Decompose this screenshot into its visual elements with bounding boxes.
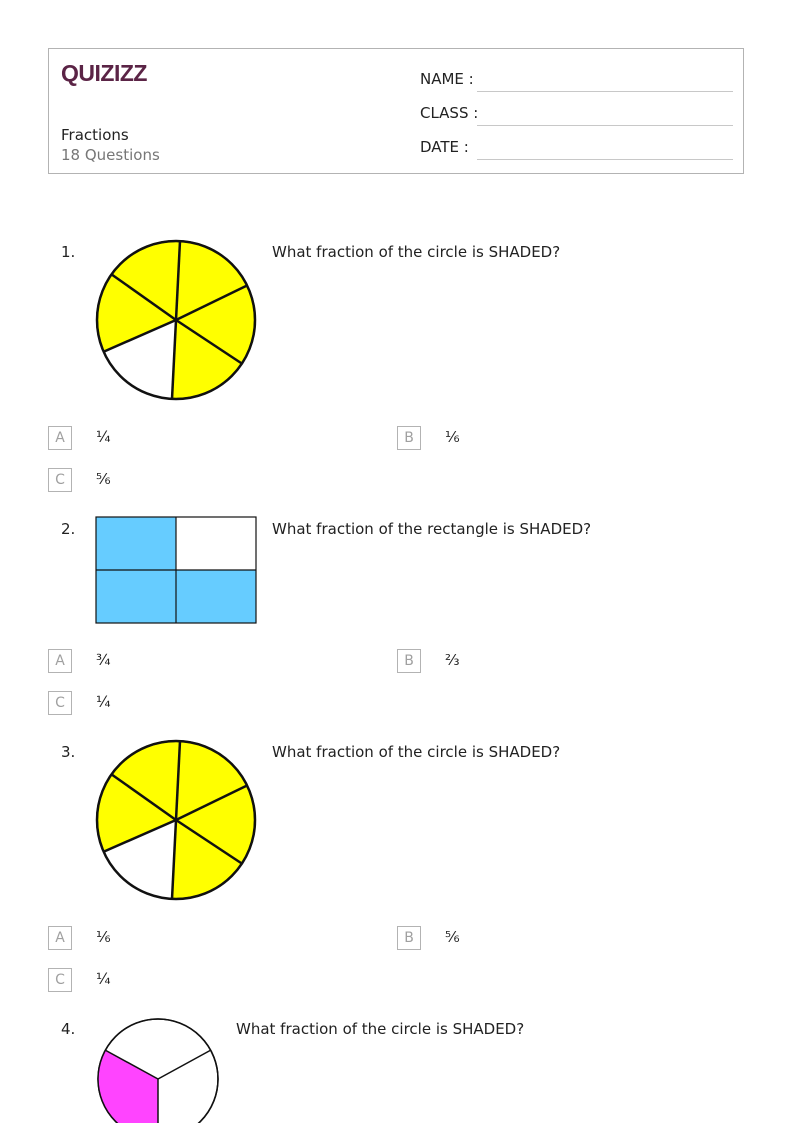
option-value: ⅚: [96, 470, 111, 488]
option-value: ¾: [96, 651, 111, 669]
svg-text:QUIZIZZ: QUIZIZZ: [61, 60, 147, 86]
question-count: 18 Questions: [61, 146, 160, 164]
date-line[interactable]: [477, 159, 733, 160]
option-b[interactable]: [397, 926, 697, 950]
option-letter-box: B: [397, 649, 421, 673]
option-value: ⅔: [445, 651, 460, 669]
question-text: What fraction of the circle is SHADED?: [272, 243, 561, 261]
option-c[interactable]: [48, 968, 348, 992]
option-letter-box: C: [48, 968, 72, 992]
option-letter-box: C: [48, 468, 72, 492]
circle-figure-sixths: [95, 739, 257, 901]
circle-figure-sixths: [95, 239, 257, 401]
option-value: ¼: [96, 693, 111, 711]
question-number: 2.: [61, 520, 76, 538]
option-letter-box: B: [397, 926, 421, 950]
worksheet-title: Fractions: [61, 126, 129, 144]
name-label: NAME :: [420, 70, 474, 88]
option-letter-box: B: [397, 426, 421, 450]
option-value: ¼: [96, 970, 111, 988]
option-letter-box: A: [48, 426, 72, 450]
option-c[interactable]: [48, 468, 348, 492]
option-b[interactable]: [397, 649, 697, 673]
class-field[interactable]: [420, 102, 733, 126]
option-letter-box: A: [48, 926, 72, 950]
option-letter-box: A: [48, 649, 72, 673]
question-number: 3.: [61, 743, 76, 761]
option-letter-box: C: [48, 691, 72, 715]
option-value: ⅙: [96, 928, 111, 946]
option-value: ⅙: [445, 428, 460, 446]
name-line[interactable]: [477, 91, 733, 92]
class-label: CLASS :: [420, 104, 479, 122]
date-label: DATE :: [420, 138, 469, 156]
name-field[interactable]: [420, 68, 733, 92]
rectangle-figure-quarters: [95, 516, 257, 625]
question-text: What fraction of the circle is SHADED?: [236, 1020, 525, 1038]
option-value: ¼: [96, 428, 111, 446]
worksheet-header: [48, 48, 744, 174]
option-b[interactable]: [397, 426, 697, 450]
question-text: What fraction of the circle is SHADED?: [272, 743, 561, 761]
option-a[interactable]: [48, 426, 348, 450]
class-line[interactable]: [477, 125, 733, 126]
question-number: 4.: [61, 1020, 76, 1038]
date-field[interactable]: [420, 136, 733, 160]
option-value: ⅚: [445, 928, 460, 946]
question-text: What fraction of the rectangle is SHADED?: [272, 520, 592, 538]
option-c[interactable]: [48, 691, 348, 715]
option-a[interactable]: [48, 649, 348, 673]
option-a[interactable]: [48, 926, 348, 950]
quizizz-logo: [61, 57, 153, 91]
question-number: 1.: [61, 243, 76, 261]
circle-figure-thirds: [96, 1017, 222, 1123]
